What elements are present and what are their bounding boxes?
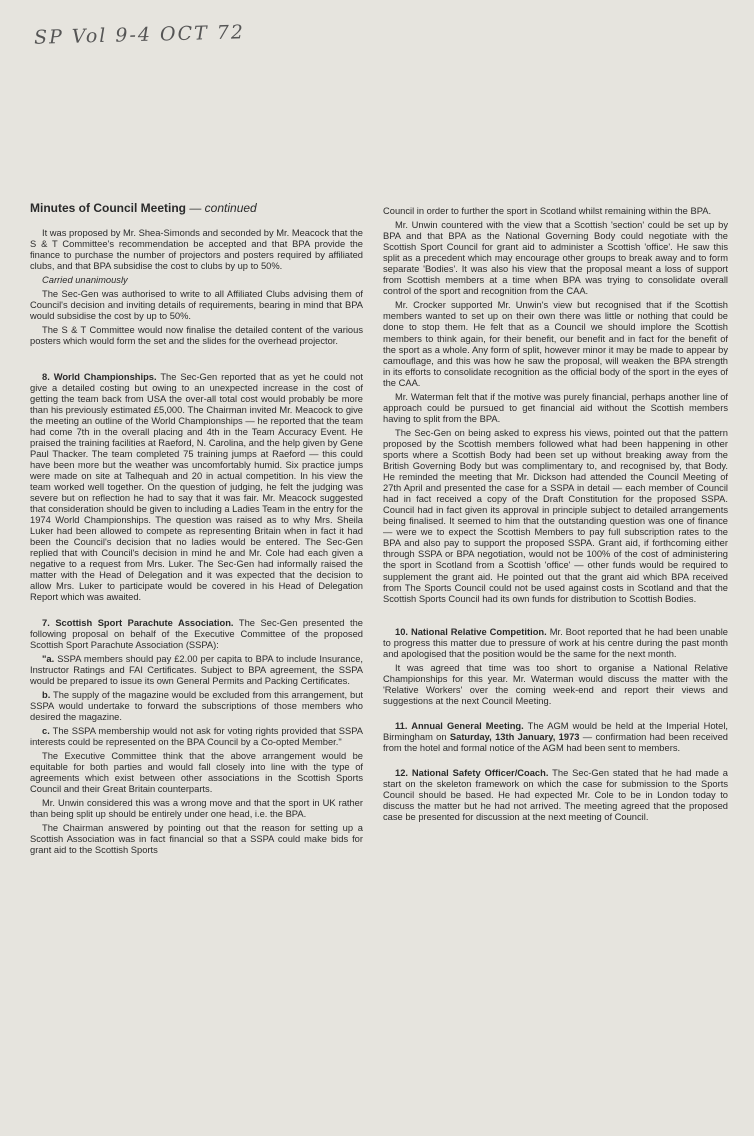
section-11-text [383,721,728,754]
paragraph: Mr. Crocker supported Mr. Unwin's view but recognised that if the Scottish members wanted to set up on their own there was little or nothing that could be done to stop them. He felt that as a Council we should implore the Scottish members to think again, for their benefit, our benefit and in fact for the benefit of the sport as a whole. Any form of split, however minor it may be made to appear by camouflage, and this was how he saw the proposal, will weaken the BPA strength in its efforts to consolidate recognition as the official body of the sport in the eyes of the CAA. [383,300,728,388]
proposal-b-label: b. [42,689,51,700]
paragraph: Mr. Unwin countered with the view that a Scottish 'section' could be set up by BPA and that BPA as the National Governing Body could negotiate with the Scottish Sport Council for grant aid to administer a Scottish 'office'. He saw this split as a precedent which may encourage other groups to break away and to form separate 'Bodies'. It was also his view that the proposal meant a loss of support from Scottish members at a time when BPA was trying to consolidate overall control of the sport and recognition from the CAA. [383,220,728,297]
section-7-title: 7. Scottish Sport Parachute Association. [42,617,234,628]
proposal-c-text: The SSPA membership would not ask for voting rights provided that SSPA interests could be represented on the BPA Council by a Co-opted Member." [30,725,363,747]
heading-title: Minutes of Council Meeting [30,201,186,215]
section-10 [383,627,728,707]
agm-date: Saturday, 13th January, 1973 [449,732,580,743]
section-7-text [30,618,363,651]
paragraph: The Sec-Gen was authorised to write to all Affiliated Clubs advising them of Council's decision and inviting details of requirements, bearing in mind that BPA would subsidise the cost by up to 50%. [30,289,363,322]
section-10-text [383,627,728,660]
section-11-body-2: — confirmation had been received from the hotel and formal notice of the AGM had been sent to members. [383,732,728,754]
paragraph: Mr. Waterman felt that if the motive was purely financial, perhaps another line of approach could be pursued to get financial aid without the Scottish members having to split from the BPA. [383,391,728,424]
proposal-c [30,726,363,748]
section-12-text [383,768,728,823]
proposal-a-label: "a. [42,653,55,664]
section-8-body: The Sec-Gen reported that as yet he could not give a detailed costing but owing to an unexpected increase in the cost of getting the team back from USA the over-all total cost would probably be more than his previously estimated £5,000. The Chairman invited Mr. Meacock to give the meeting an outline of the World Championships — he reported that the team had come 7th in the overall placing and 4th in the Team Accuracy Event. He praised the training facilities at Raeford, N. Carolina, and the help given by Gene Paul Thacker. The team completed 75 training jumps at Raeford — this could have been more but the weather was uncomfortably humid. Six practice jumps were made on site at Talhequah and 20 in actual competition. In his view the team worked well together. On the question of judging, he felt the judging was severe but on reflection he had to say that it was fair. Mr. Meacock suggested that consideration should be given to including a Ladies Team in the entry for the 1974 World Championships. The question was raised as to why Mrs. Sheila Luker had been allowed to compete as representing Britain when in fact it had been the Council's decision that no ladies would be entered. The Sec-Gen replied that with Council's decision in mind he and Mr. Cole had each given a negative to a request from Mrs. Luker. The Sec-Gen had informally raised the matter with the Head of Delegation and it was expected that the decision to allow Mrs. Luker to participate would be covered in his Head of Delegation Report which was awaited. [30,371,364,603]
left-column [30,203,363,859]
section-11 [383,721,728,754]
proposal-b-text: The supply of the magazine would be excluded from this arrangement, but SSPA would undertake to forward the subscriptions of those members who desired the magazine. [30,689,363,722]
section-11-title: 11. Annual General Meeting. [395,720,524,731]
section-7 [30,618,363,857]
section-10-body: Mr. Boot reported that he had been unable to progress this matter due to pressure of work at his centre during the past month and apologised that the position would be the same for the next month. [383,626,728,659]
section-8-title: 8. World Championships. [42,371,157,382]
proposal-a [30,654,363,687]
section-8 [30,372,363,604]
section-8-text [30,372,363,604]
proposal-a-text: SSPA members should pay £2.00 per capita to BPA to include Insurance, Instructor Ratings and FAI Certificates. Subject to BPA agreement, the SSPA would be prepared to issue its own General Permits and Packing Certificates. [30,653,363,686]
right-column [383,206,728,826]
paragraph: The S & T Committee would now finalise the detailed content of the various posters which would form the set and the slides for the overhead projector. [30,325,363,347]
section-7-body: The Sec-Gen presented the following proposal on behalf of the Executive Committee of the proposed Scottish Sport Parachute Association (SSPA): [30,617,363,650]
paragraph: The Sec-Gen on being asked to express his views, pointed out that the pattern proposed by the Scottish members followed what had been happening in other sports where a Scottish Body had been set up without breaking away from the British Governing Body but was complimentary to, and recognised by, that Body. He reminded the meeting that Mr. Dickson had attended the Council Meeting of 27th April and presented the case for a SSPA in detail — each member of Council had in fact received a copy of the Draft Constitution for the proposed SSPA. Council had in fact given its approval in principle subject to detailed arrangements being finalised. It seemed to him that the outstanding question was one of finance — were we to expect the Scottish Members to pay full subscription rates to the BPA and also pay to support the proposed SSPA. Grant aid, if forthcoming either through SSPA or BPA negotiation, would not be 100% of the cost of administering the sport in Scotland from a Scottish 'office' — other funds would be required to supplement the grant aid. He pointed out that the grant aid which BPA received from The Sports Council could not be used against costs in Scotland and that the Scottish Sports Council had its own funds for distribution to Scottish Bodies. [383,427,728,604]
paragraph: It was proposed by Mr. Shea-Simonds and seconded by Mr. Meacock that the S & T Committee's recommendation be accepted and that BPA provide the finance to purchase the number of projectors and posters required by affiliated clubs, and that BPA subsidise the cost to clubs by up to 50%. [30,228,363,272]
handwritten-annotation: SP Vol 9-4 OCT 72 [33,21,246,49]
paragraph: It was agreed that time was too short to organise a National Relative Championships for this year. Mr. Waterman would discuss the matter with the 'Relative Workers' over the coming week-end and report their views and suggestions at the next Council Meeting. [383,662,728,706]
heading-continued: — continued [189,201,257,215]
section-10-title: 10. National Relative Competition. [395,626,547,637]
carried-note: Carried unanimously [42,275,128,286]
paragraph: The Executive Committee think that the above arrangement would be equitable for both parties and would fall closely into line with the type of agreements which exist between other associations in the Scottish Sports Council and their Great Britain counterparts. [30,751,363,795]
paragraph: The Chairman answered by pointing out that the reason for setting up a Scottish Association was in fact financial so that a SSPA could make bids for grant aid to the Scottish Sports [30,823,363,856]
section-12-title: 12. National Safety Officer/Coach. [395,768,549,779]
section-12 [383,768,728,823]
proposal-c-label: c. [42,725,50,736]
section-11-body-1: The AGM would be held at the Imperial Hotel, Birmingham on [383,720,728,743]
page-heading [30,203,363,214]
proposal-b [30,690,363,723]
paragraph: Council in order to further the sport in Scotland whilst remaining within the BPA. [383,206,712,216]
paragraph: Mr. Unwin considered this was a wrong move and that the sport in UK rather than being split up should be entirely under one head, i.e. the BPA. [30,798,363,820]
section-12-body: The Sec-Gen stated that he had made a start on the skeleton framework on which the case for submission to the Sports Council should be based. He had expected Mr. Cole to be in London today to discuss the matter but he had not arrived. The meeting agreed that the proposed case be presented for discussion at the next meeting of Council. [383,768,728,823]
